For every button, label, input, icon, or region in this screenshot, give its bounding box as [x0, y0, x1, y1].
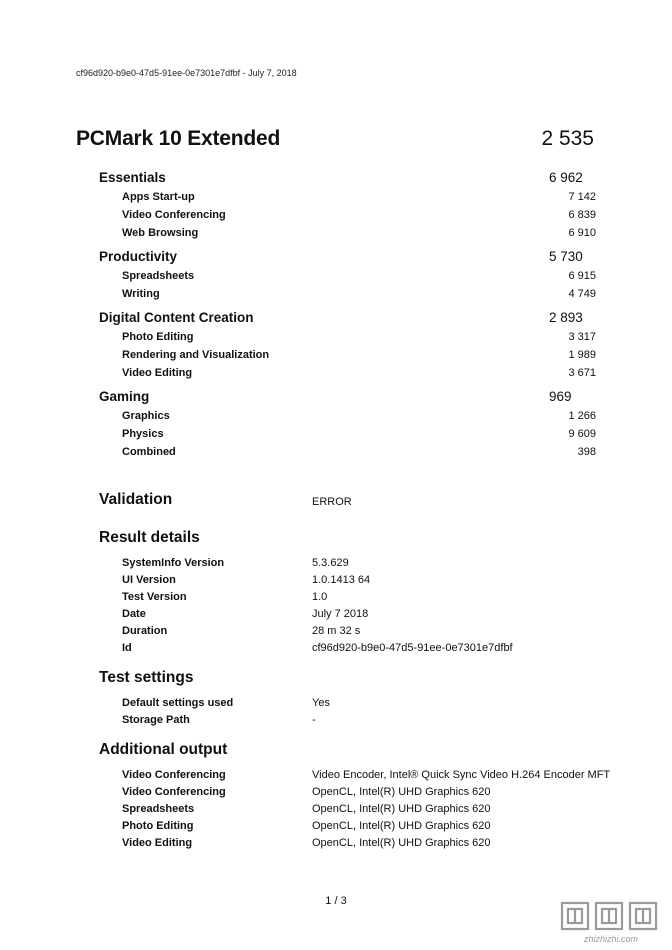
watermark-glyphs	[562, 903, 656, 929]
test-score: 6 839	[568, 209, 596, 221]
output-label: Video Editing	[122, 837, 193, 849]
test-name: Spreadsheets	[122, 270, 195, 282]
detail-label: UI Version	[122, 574, 176, 586]
detail-label: Duration	[122, 625, 168, 637]
output-value: Video Encoder, Intel® Quick Sync Video H.264 Encoder MFT	[312, 769, 611, 781]
validation-status: ERROR	[312, 496, 352, 508]
run-info-header: cf96d920-b9e0-47d5-91ee-0e7301e7dfbf - July 7, 2018	[76, 68, 297, 78]
detail-value: July 7 2018	[312, 608, 369, 620]
setting-value: -	[312, 714, 316, 726]
test-score: 3 671	[568, 367, 596, 379]
test-score: 6 910	[568, 227, 596, 239]
detail-value: 28 m 32 s	[312, 625, 361, 637]
page-number: 1 / 3	[325, 895, 347, 907]
detail-value: 5.3.629	[312, 557, 349, 569]
detail-value: cf96d920-b9e0-47d5-91ee-0e7301e7dfbf	[312, 642, 513, 654]
test-name: Video Conferencing	[122, 209, 226, 221]
test-score: 1 989	[568, 349, 596, 361]
category-productivity-score: 5 730	[549, 249, 583, 264]
report-title: PCMark 10 Extended	[76, 127, 281, 150]
result-details-heading: Result details	[99, 529, 200, 546]
category-digital-content-creation: Digital Content Creation	[99, 310, 254, 325]
output-label: Photo Editing	[122, 820, 194, 832]
test-name: Apps Start-up	[122, 191, 195, 203]
output-value: OpenCL, Intel(R) UHD Graphics 620	[312, 803, 491, 815]
test-name: Physics	[122, 428, 164, 440]
detail-label: Id	[122, 642, 132, 654]
setting-label: Storage Path	[122, 714, 190, 726]
test-name: Writing	[122, 288, 160, 300]
validation-heading: Validation	[99, 491, 173, 508]
test-name: Video Editing	[122, 367, 193, 379]
category-essentials-score: 6 962	[549, 170, 583, 185]
detail-label: SystemInfo Version	[122, 557, 225, 569]
output-label: Spreadsheets	[122, 803, 195, 815]
detail-label: Test Version	[122, 591, 187, 603]
test-score: 398	[577, 446, 596, 458]
test-name: Rendering and Visualization	[122, 349, 270, 361]
output-label: Video Conferencing	[122, 786, 226, 798]
test-score: 9 609	[568, 428, 596, 440]
setting-label: Default settings used	[122, 697, 234, 709]
detail-value: 1.0	[312, 591, 328, 603]
detail-value: 1.0.1413 64	[312, 574, 371, 586]
category-digital-content-creation-score: 2 893	[549, 310, 583, 325]
test-name: Web Browsing	[122, 227, 199, 239]
category-productivity: Productivity	[99, 249, 178, 264]
test-score: 3 317	[568, 331, 596, 343]
watermark-text: zhizhizhi.com	[583, 934, 639, 944]
setting-value: Yes	[312, 697, 330, 709]
test-score: 1 266	[568, 410, 596, 422]
test-settings-heading: Test settings	[99, 669, 194, 686]
overall-score: 2 535	[541, 127, 594, 150]
test-name: Combined	[122, 446, 176, 458]
additional-output-heading: Additional output	[99, 741, 228, 758]
category-gaming: Gaming	[99, 389, 150, 404]
test-score: 4 749	[568, 288, 596, 300]
watermark-logo	[556, 900, 666, 946]
detail-label: Date	[122, 608, 146, 620]
output-value: OpenCL, Intel(R) UHD Graphics 620	[312, 786, 491, 798]
output-value: OpenCL, Intel(R) UHD Graphics 620	[312, 837, 491, 849]
test-name: Photo Editing	[122, 331, 194, 343]
output-value: OpenCL, Intel(R) UHD Graphics 620	[312, 820, 491, 832]
category-essentials: Essentials	[99, 170, 166, 185]
test-name: Graphics	[122, 410, 170, 422]
test-score: 7 142	[568, 191, 596, 203]
category-gaming-score: 969	[549, 389, 572, 404]
test-score: 6 915	[568, 270, 596, 282]
output-label: Video Conferencing	[122, 769, 226, 781]
